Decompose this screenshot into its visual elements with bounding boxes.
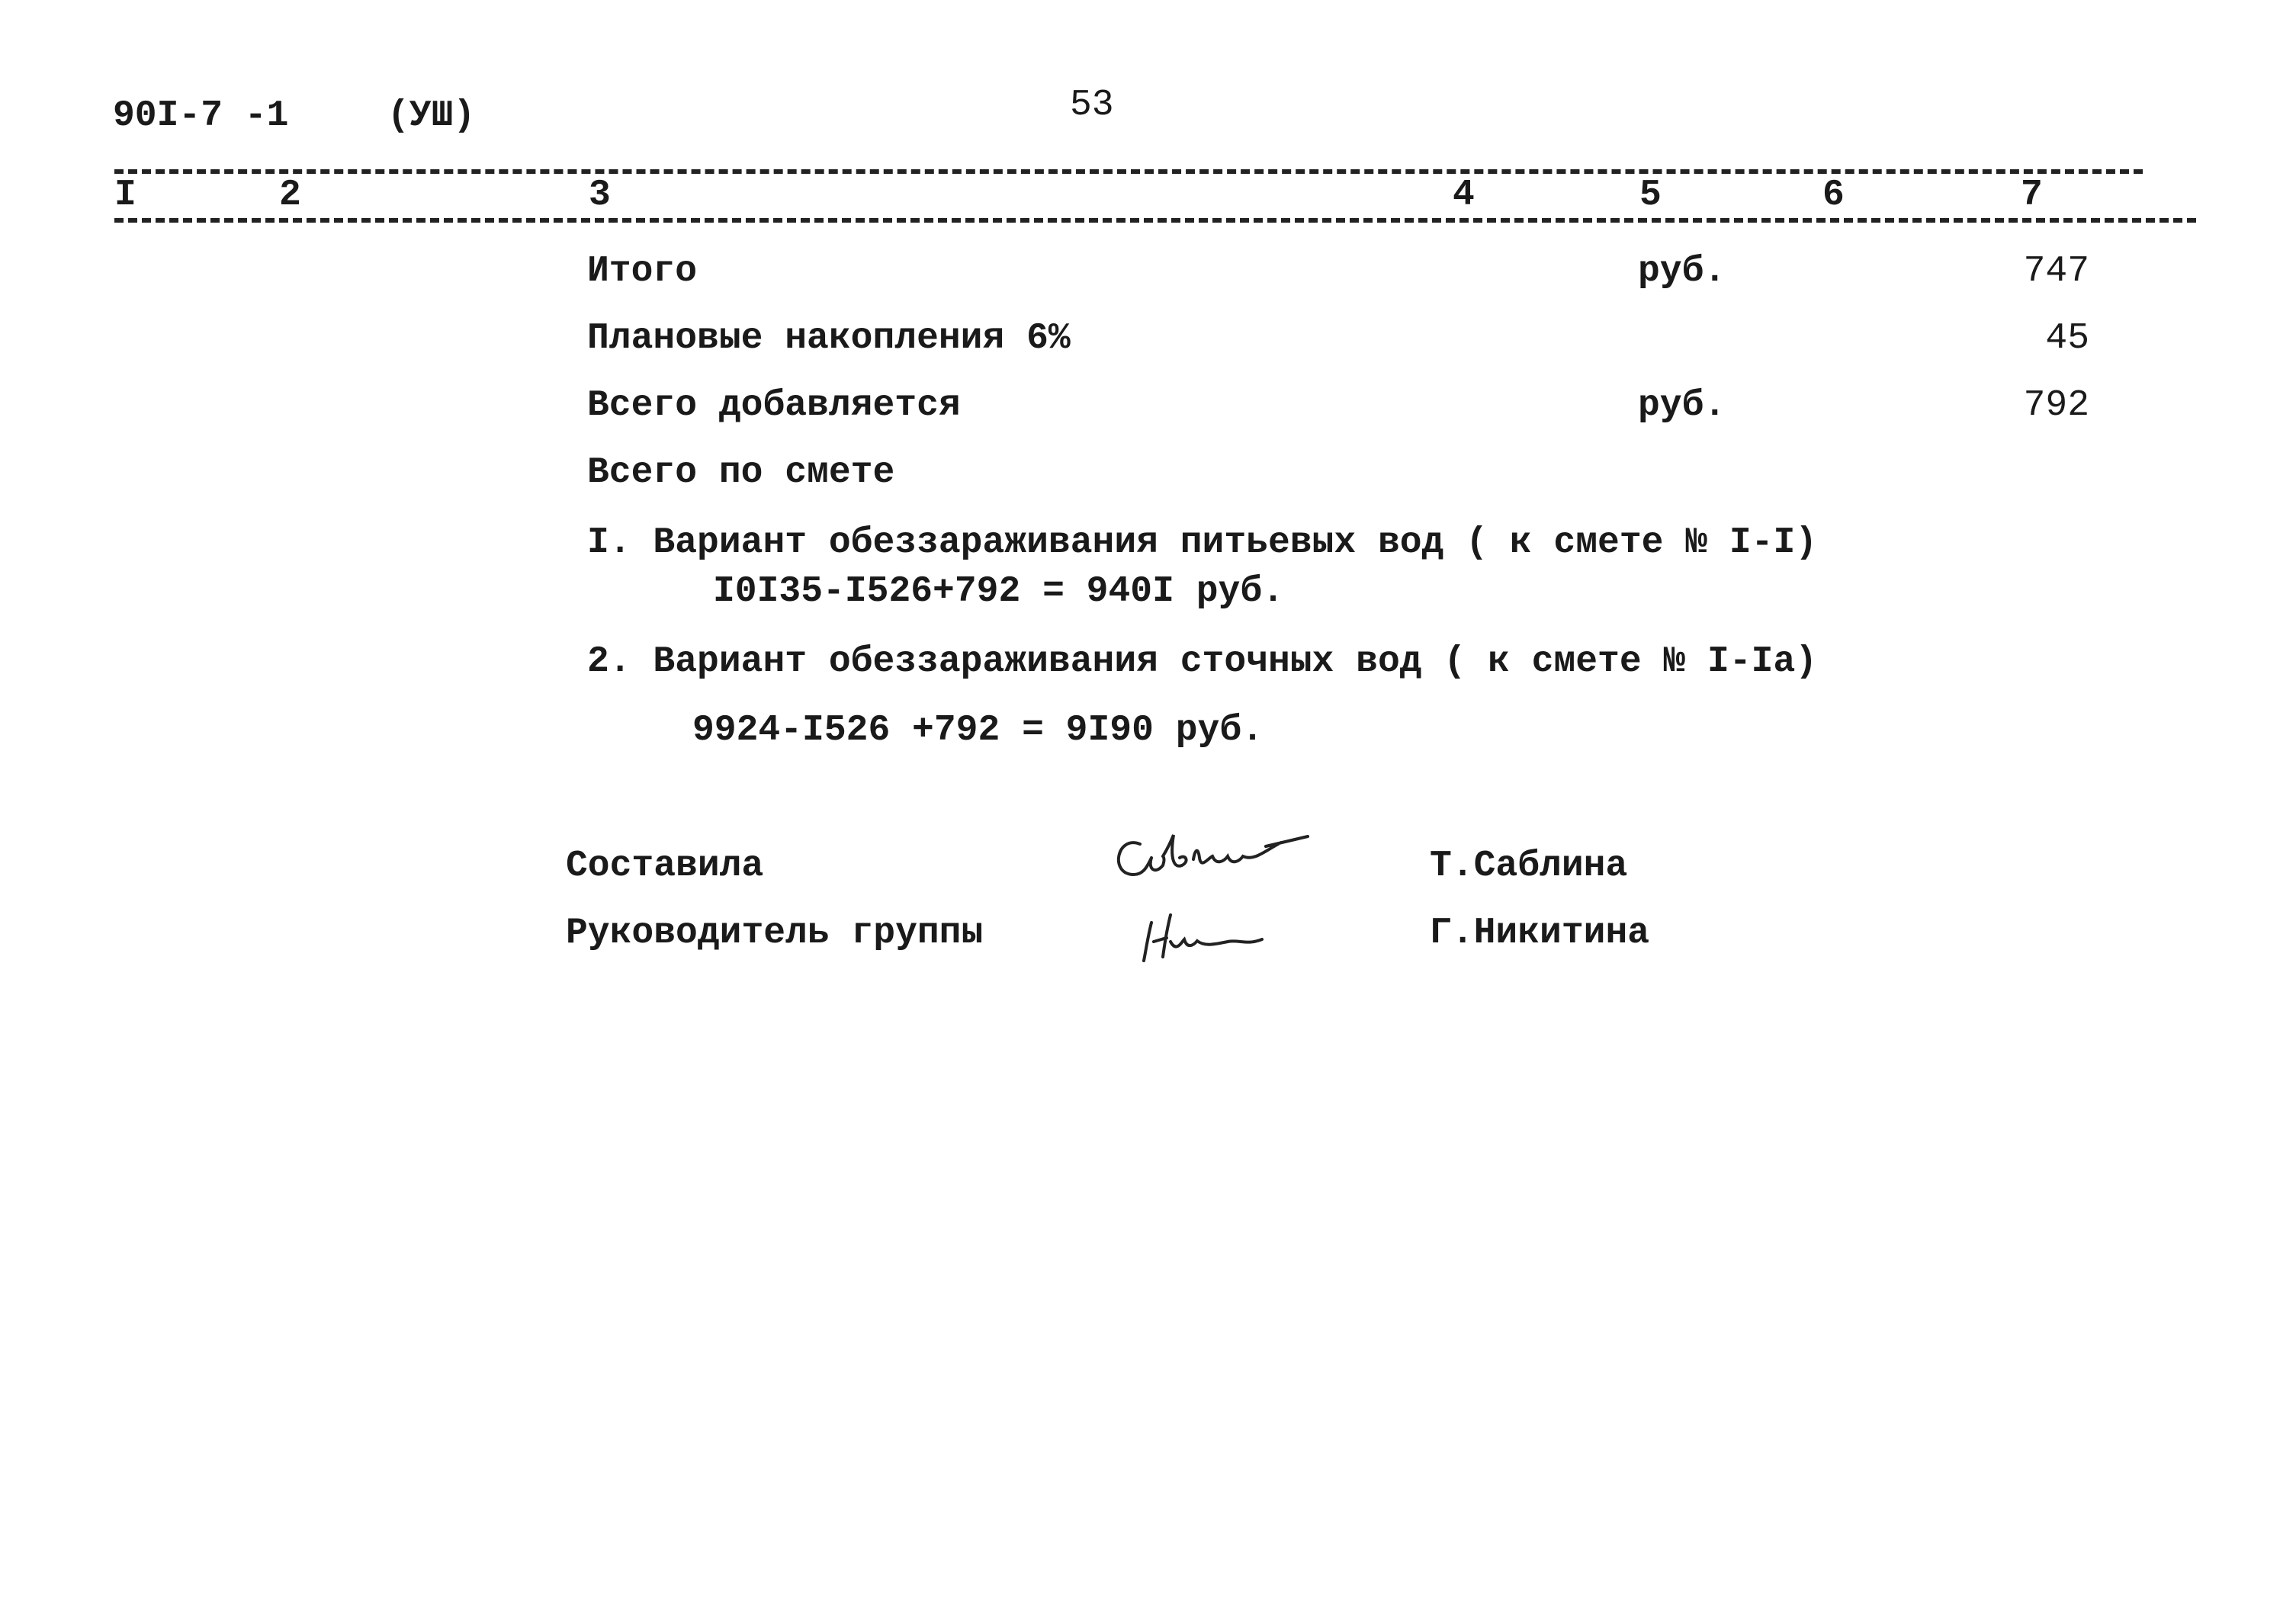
column-number-7: 7 bbox=[2021, 175, 2043, 216]
row-unit-added: руб. bbox=[1638, 385, 1726, 426]
row-label-total: Итого bbox=[587, 251, 698, 292]
document-code: 90I-7 -1 bbox=[113, 95, 289, 136]
column-number-3: 3 bbox=[589, 175, 611, 216]
signature-name-compiled: Т.Саблина bbox=[1430, 846, 1628, 887]
volume-label: (УШ) bbox=[387, 95, 476, 136]
column-number-1: I bbox=[114, 175, 136, 216]
signature-role-compiled: Составила bbox=[566, 846, 764, 887]
handwritten-signature-compiled bbox=[1109, 827, 1323, 896]
signature-role-group-leader: Руководитель группы bbox=[566, 913, 984, 954]
header-rule-top bbox=[114, 169, 2143, 174]
row-label-estimate-total: Всего по смете bbox=[587, 452, 895, 493]
column-number-2: 2 bbox=[279, 175, 301, 216]
row-label-planned-savings: Плановые накопления 6% bbox=[587, 318, 1071, 359]
row-label-added: Всего добавляется bbox=[587, 385, 961, 426]
header-rule-bottom bbox=[114, 218, 2196, 223]
row-value-planned-savings: 45 bbox=[2045, 318, 2089, 359]
row-value-added: 792 bbox=[2023, 385, 2089, 426]
variant-2-title: 2. Вариант обеззараживания сточных вод ( к смете № I-Ia) bbox=[587, 641, 1818, 682]
handwritten-signature-group-leader bbox=[1140, 907, 1308, 968]
variant-1-title: I. Вариант обеззараживания питьевых вод ( к смете № I-I) bbox=[587, 522, 1818, 563]
page-number: 53 bbox=[1070, 85, 1114, 126]
signature-name-group-leader: Г.Никитина bbox=[1430, 913, 1650, 954]
variant-1-formula: I0I35-I526+792 = 940I руб. bbox=[713, 571, 1284, 612]
row-value-total: 747 bbox=[2023, 251, 2089, 292]
column-number-6: 6 bbox=[1822, 175, 1845, 216]
row-unit-total: руб. bbox=[1638, 251, 1726, 292]
variant-2-formula: 9924-I526 +792 = 9I90 руб. bbox=[692, 710, 1264, 751]
column-number-4: 4 bbox=[1453, 175, 1475, 216]
column-number-5: 5 bbox=[1639, 175, 1662, 216]
